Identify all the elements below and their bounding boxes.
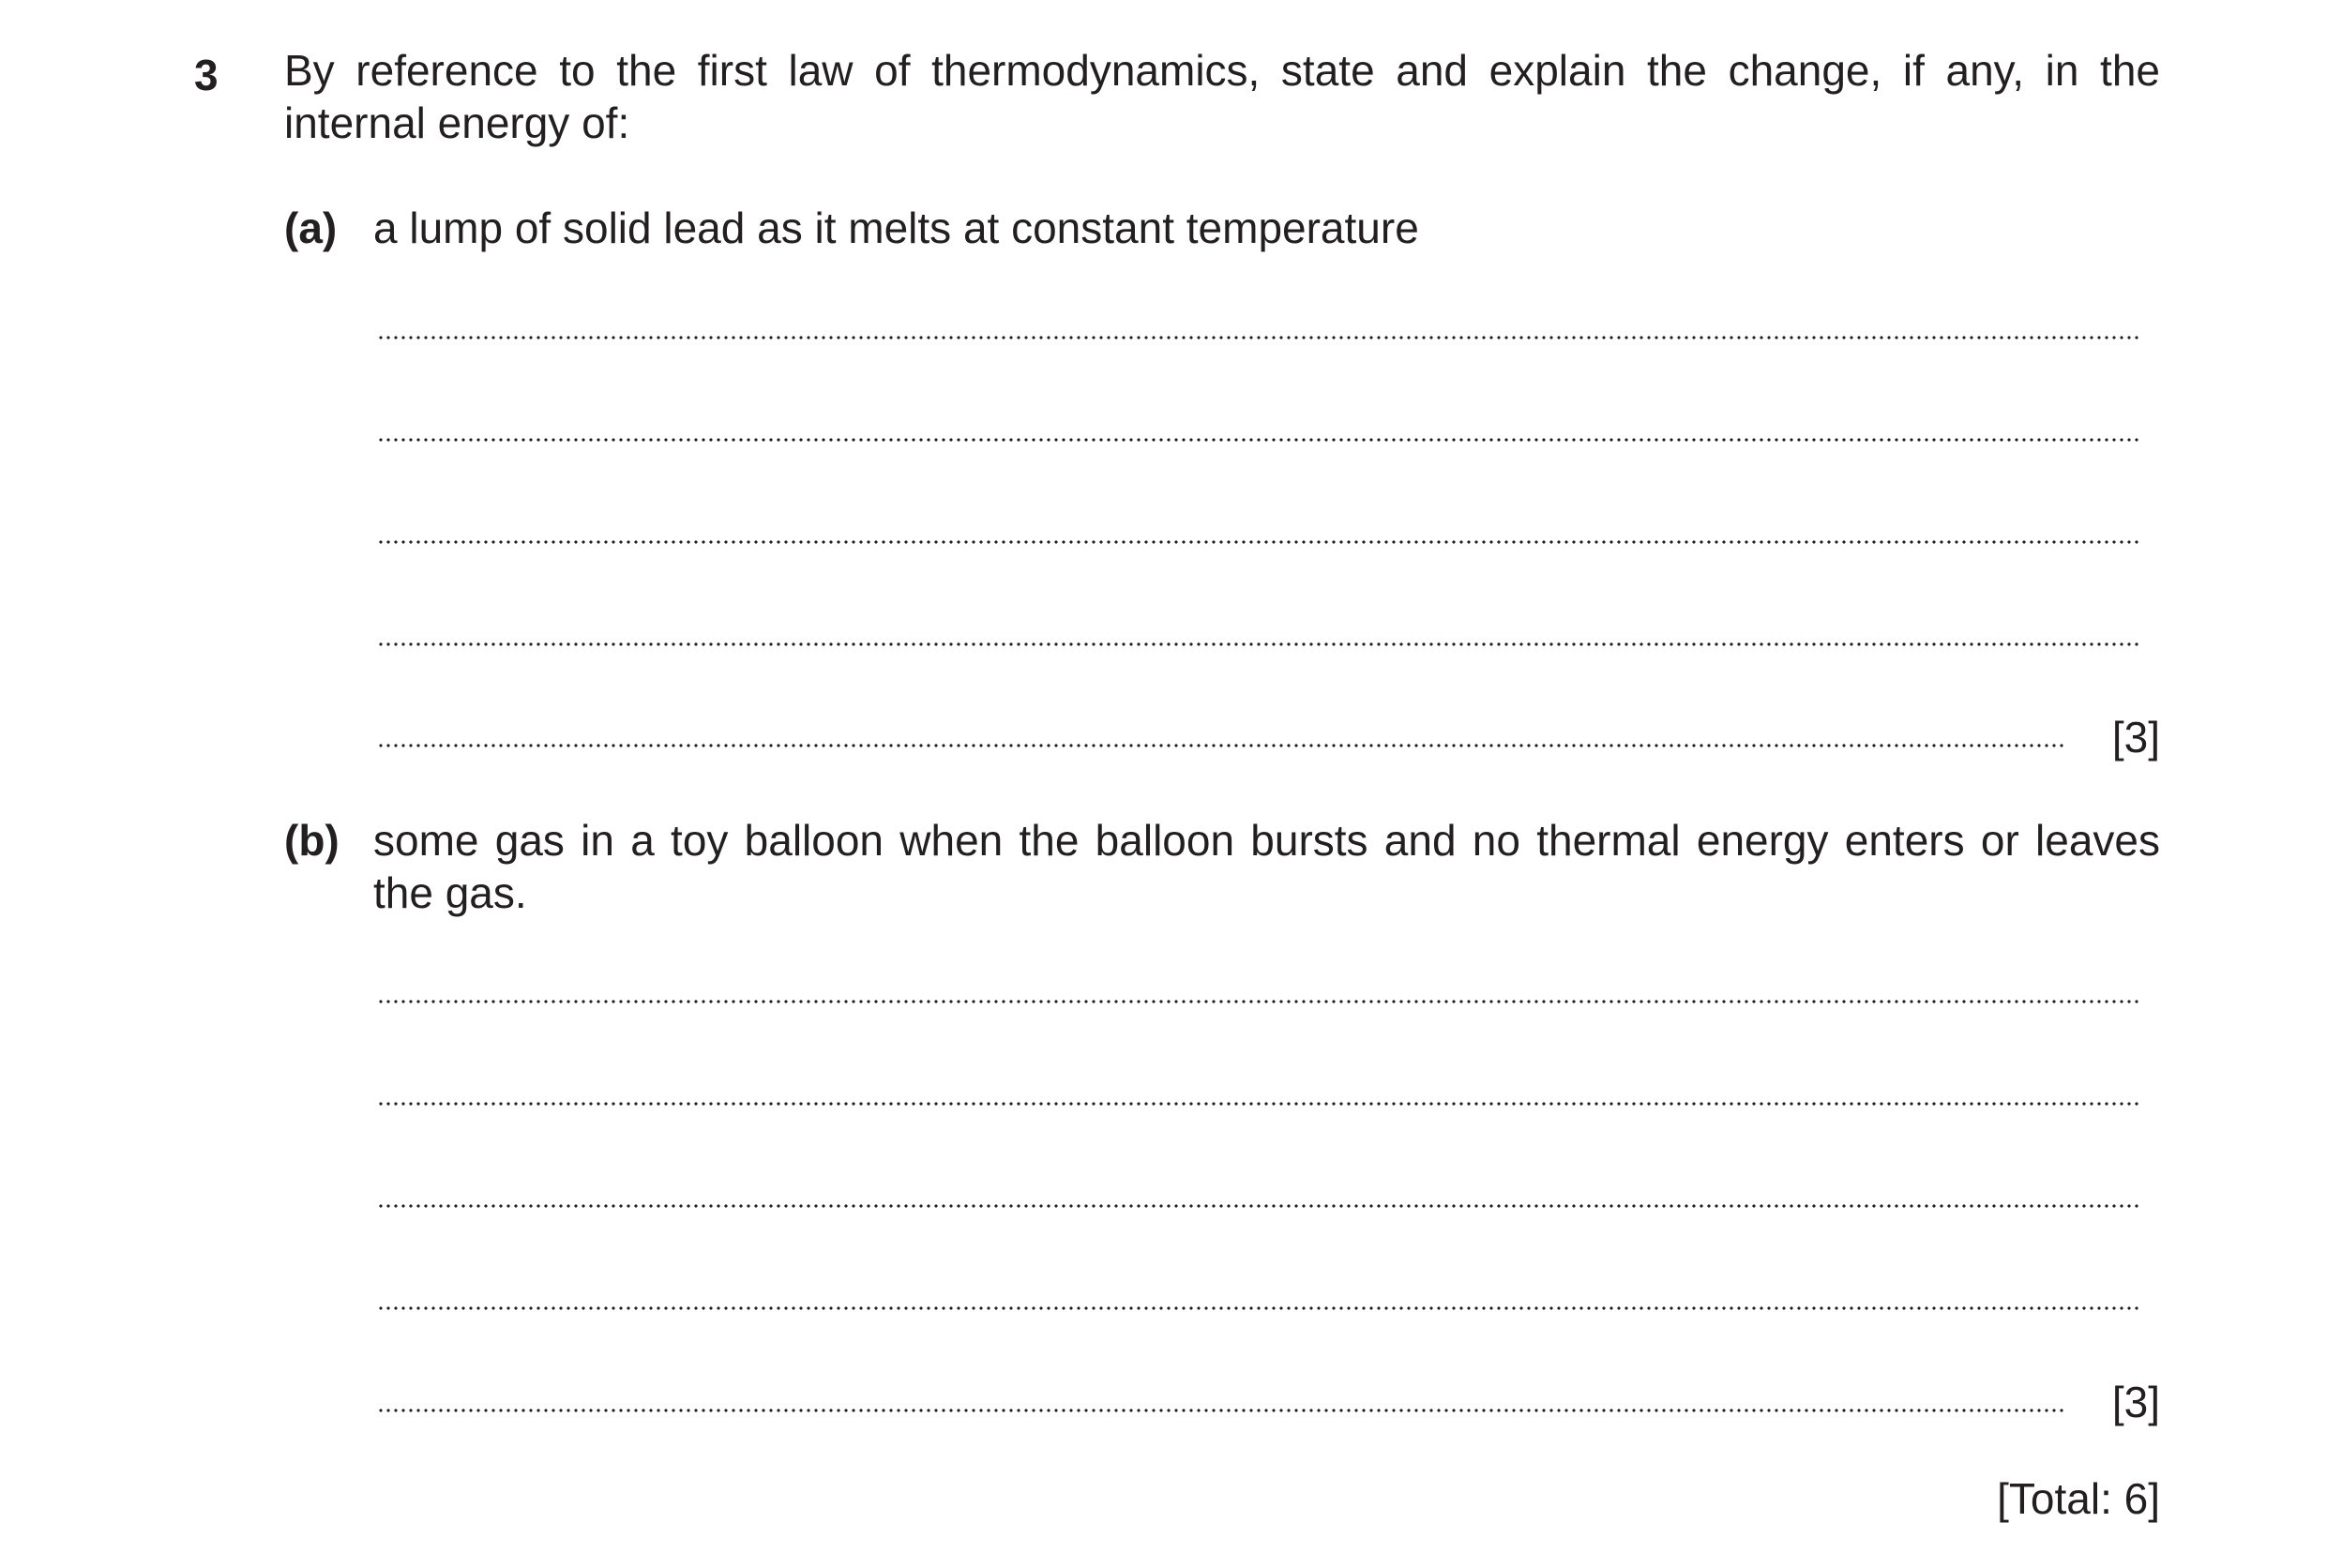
part-a-answer-line-3[interactable] bbox=[377, 540, 2141, 544]
part-a-answer-line-1[interactable] bbox=[377, 336, 2141, 339]
part-a-answer-line-4[interactable] bbox=[377, 642, 2141, 646]
part-b-marks: [3] bbox=[2111, 1378, 2160, 1426]
part-b-label: (b) bbox=[284, 816, 340, 865]
question-number: 3 bbox=[194, 51, 219, 99]
part-b-answer-line-2[interactable] bbox=[377, 1102, 2141, 1106]
part-b-answer-line-1[interactable] bbox=[377, 1000, 2141, 1003]
question-stem: By reference to the first law of thermodynamics, state and explain the change, if any, in the internal energy of: bbox=[284, 46, 2160, 147]
part-b-answer-line-4[interactable] bbox=[377, 1306, 2141, 1310]
part-a-text: a lump of solid lead as it melts at constant temperature bbox=[373, 204, 1419, 252]
part-a-answer-line-5[interactable] bbox=[377, 744, 2067, 747]
part-a-label: (a) bbox=[284, 204, 338, 252]
total-marks: [Total: 6] bbox=[1997, 1474, 2160, 1523]
part-b-answer-line-3[interactable] bbox=[377, 1204, 2141, 1208]
part-b-text: some gas in a toy balloon when the balloon bursts and no thermal energy enters or leaves the gas. bbox=[373, 816, 2160, 917]
part-b-answer-line-5[interactable] bbox=[377, 1409, 2067, 1412]
part-a-marks: [3] bbox=[2111, 713, 2160, 761]
part-a-answer-line-2[interactable] bbox=[377, 438, 2141, 442]
